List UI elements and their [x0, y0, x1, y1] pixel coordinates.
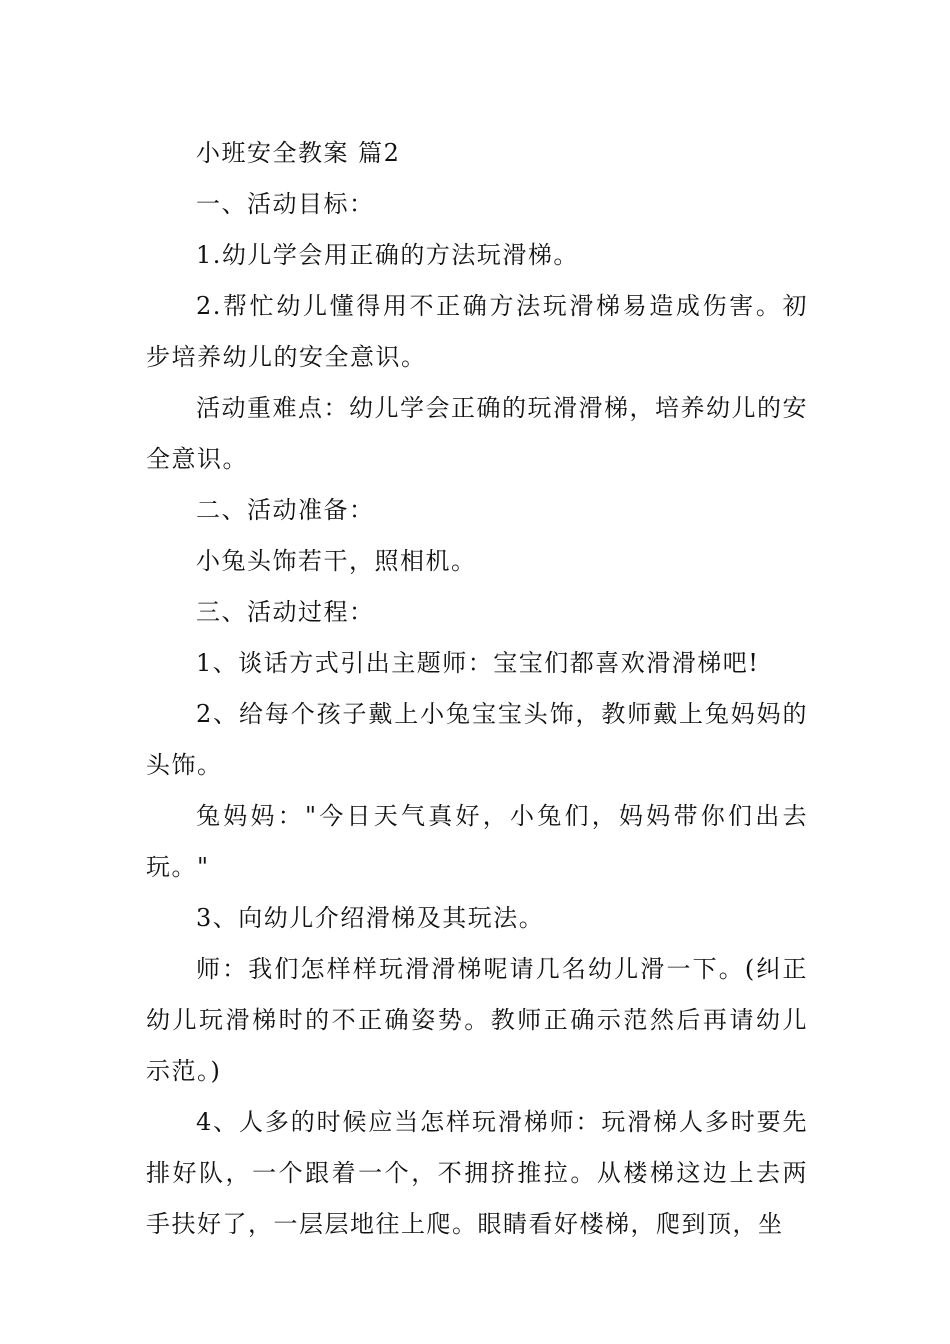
paragraph-goal-1: 1.幼儿学会用正确的方法玩滑梯。 [196, 241, 579, 269]
paragraph-materials: 小兔头饰若干，照相机。 [196, 547, 477, 575]
paragraph-step-4: 4、人多的时候应当怎样玩滑梯师：玩滑梯人多时要先排好队，一个跟着一个，不拥挤推拉。从楼梯这边上去两手扶好了，一层层地往上爬。眼睛看好楼梯，爬到顶，坐 [146, 1108, 808, 1238]
paragraph-step-1: 1、谈话方式引出主题师：宝宝们都喜欢滑滑梯吧! [196, 649, 760, 677]
section-heading-goals: 一、活动目标： [196, 190, 375, 218]
paragraph-step-2: 2、给每个孩子戴上小兔宝宝头饰，教师戴上兔妈妈的头饰。 [146, 700, 808, 779]
paragraph-demonstration: 师：我们怎样样玩滑滑梯呢请几名幼儿滑一下。(纠正幼儿玩滑梯时的不正确姿势。教师正确示范然后再请幼儿示范。) [146, 955, 808, 1085]
section-heading-process: 三、活动过程： [196, 598, 375, 626]
paragraph-key-points: 活动重难点：幼儿学会正确的玩滑滑梯，培养幼儿的安全意识。 [146, 394, 808, 473]
document-title: 小班安全教案 篇2 [196, 139, 401, 167]
section-heading-preparation: 二、活动准备： [196, 496, 375, 524]
paragraph-step-3: 3、向幼儿介绍滑梯及其玩法。 [196, 904, 545, 932]
paragraph-goal-2: 2.帮忙幼儿懂得用不正确方法玩滑梯易造成伤害。初步培养幼儿的安全意识。 [146, 292, 808, 371]
paragraph-dialogue: 兔妈妈："今日天气真好，小兔们，妈妈带你们出去玩。" [146, 802, 808, 881]
document-body [146, 128, 808, 1250]
